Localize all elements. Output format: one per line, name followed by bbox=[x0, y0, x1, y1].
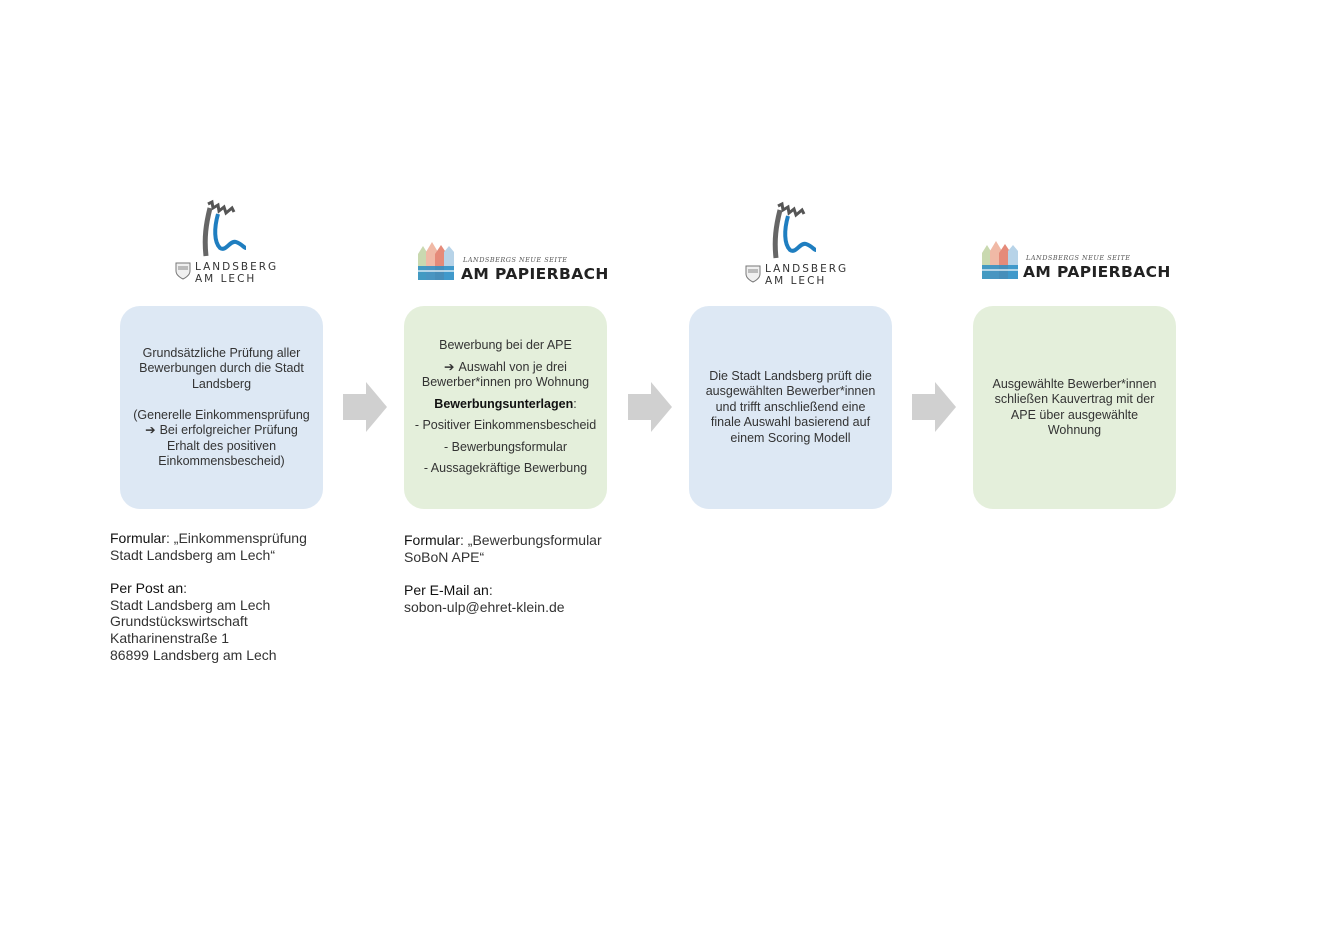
address-line: Katharinenstraße 1 bbox=[110, 630, 230, 647]
step-text: Erhalt des positiven bbox=[166, 438, 277, 453]
flow-arrow-icon bbox=[342, 382, 388, 432]
post-label: Per Post an bbox=[110, 579, 184, 596]
papierbach-logo bbox=[416, 240, 609, 284]
step-text: (Generelle Einkommensprüfung bbox=[133, 407, 310, 422]
papierbach-tagline: LANDSBERGS NEUE SEITE bbox=[1026, 254, 1131, 262]
form-label: Formular bbox=[404, 532, 461, 548]
papierbach-name: AM PAPIERBACH bbox=[461, 265, 609, 283]
info-block-1 bbox=[110, 530, 307, 663]
step-text: Bewerber*innen pro Wohnung bbox=[421, 375, 590, 390]
landsberg-line1: LANDSBERG bbox=[195, 261, 279, 273]
form-text: : „Einkommensprüfung bbox=[166, 530, 307, 546]
step-list-item: - Aussagekräftige Bewerbung bbox=[423, 461, 588, 476]
post-line bbox=[110, 580, 307, 597]
landsberg-line2: AM LECH bbox=[195, 273, 257, 285]
step-list-item: - Positiver Einkommensbescheid bbox=[414, 418, 597, 433]
landsberg-line1: LANDSBERG bbox=[765, 263, 849, 275]
step-text: schließen Kauvertrag mit der bbox=[994, 392, 1155, 406]
step-text: Ausgewählte Bewerber*innen bbox=[992, 376, 1157, 391]
step-text: Grundsätzliche Prüfung aller bbox=[142, 345, 301, 360]
step-text: Bei erfolgreicher Prüfung bbox=[159, 423, 298, 437]
houses-icon bbox=[980, 239, 1020, 281]
form-text: SoBoN APE“ bbox=[404, 548, 485, 565]
step-text: einem Scoring Modell bbox=[730, 430, 851, 445]
landsberg-emblem-icon bbox=[764, 200, 824, 262]
papierbach-logo bbox=[980, 239, 1170, 283]
step-arrow-line bbox=[444, 360, 567, 376]
step-bold-text: Bewerbungsunterlagen bbox=[434, 396, 574, 411]
mail-colon: : bbox=[488, 581, 493, 598]
email-address: sobon-ulp@ehret-klein.de bbox=[404, 598, 565, 615]
step-text: Bewerbung bei der APE bbox=[439, 338, 572, 353]
papierbach-name: AM PAPIERBACH bbox=[1023, 263, 1171, 281]
step-text: APE über ausgewählte bbox=[1010, 407, 1139, 422]
mail-label: Per E-Mail an bbox=[404, 581, 489, 598]
step-text: Landsberg bbox=[191, 376, 252, 391]
address-line: Stadt Landsberg am Lech bbox=[110, 596, 271, 613]
step-text: Die Stadt Landsberg prüft die bbox=[709, 368, 872, 383]
step-box-3 bbox=[689, 306, 892, 509]
step-box-1 bbox=[120, 306, 323, 509]
landsberg-logo bbox=[742, 200, 849, 290]
address-line: Grundstückswirtschaft bbox=[110, 613, 248, 630]
houses-icon bbox=[416, 240, 456, 282]
info-block-2 bbox=[404, 532, 602, 615]
landsberg-emblem-icon bbox=[194, 198, 254, 260]
address-line: 86899 Landsberg am Lech bbox=[110, 646, 277, 663]
form-text: Stadt Landsberg am Lech“ bbox=[110, 546, 275, 563]
step-text: Einkommensbescheid) bbox=[158, 454, 285, 468]
step-text: Wohnung bbox=[1047, 423, 1102, 437]
step-heading bbox=[434, 397, 576, 413]
step-text: ausgewählten Bewerber*innen bbox=[705, 384, 876, 399]
step-text: Auswahl von je drei bbox=[458, 359, 567, 374]
arrow-right-icon: ➔ bbox=[444, 359, 455, 374]
shield-icon bbox=[175, 262, 191, 280]
landsberg-line2: AM LECH bbox=[765, 275, 827, 287]
form-label: Formular bbox=[110, 530, 167, 546]
step-box-4 bbox=[973, 306, 1176, 509]
form-line bbox=[110, 530, 307, 547]
form-text: : „Bewerbungsformular bbox=[460, 532, 602, 548]
step-box-2 bbox=[404, 306, 607, 509]
shield-icon bbox=[745, 265, 761, 283]
papierbach-tagline: LANDSBERGS NEUE SEITE bbox=[463, 256, 568, 264]
step-list-item: - Bewerbungsformular bbox=[444, 439, 567, 454]
flow-arrow-icon bbox=[627, 382, 673, 432]
step-text: finale Auswahl basierend auf bbox=[710, 415, 871, 430]
form-line bbox=[404, 532, 602, 549]
step-text: und trifft anschließend eine bbox=[715, 399, 866, 414]
post-colon: : bbox=[183, 579, 188, 596]
flow-arrow-icon bbox=[911, 382, 957, 432]
mail-line bbox=[404, 582, 602, 599]
landsberg-logo bbox=[172, 198, 279, 288]
arrow-right-icon: ➔ bbox=[145, 423, 156, 437]
step-text: Bewerbungen durch die Stadt bbox=[139, 361, 304, 375]
step-colon: : bbox=[573, 396, 577, 411]
step-arrow-line bbox=[145, 423, 298, 439]
